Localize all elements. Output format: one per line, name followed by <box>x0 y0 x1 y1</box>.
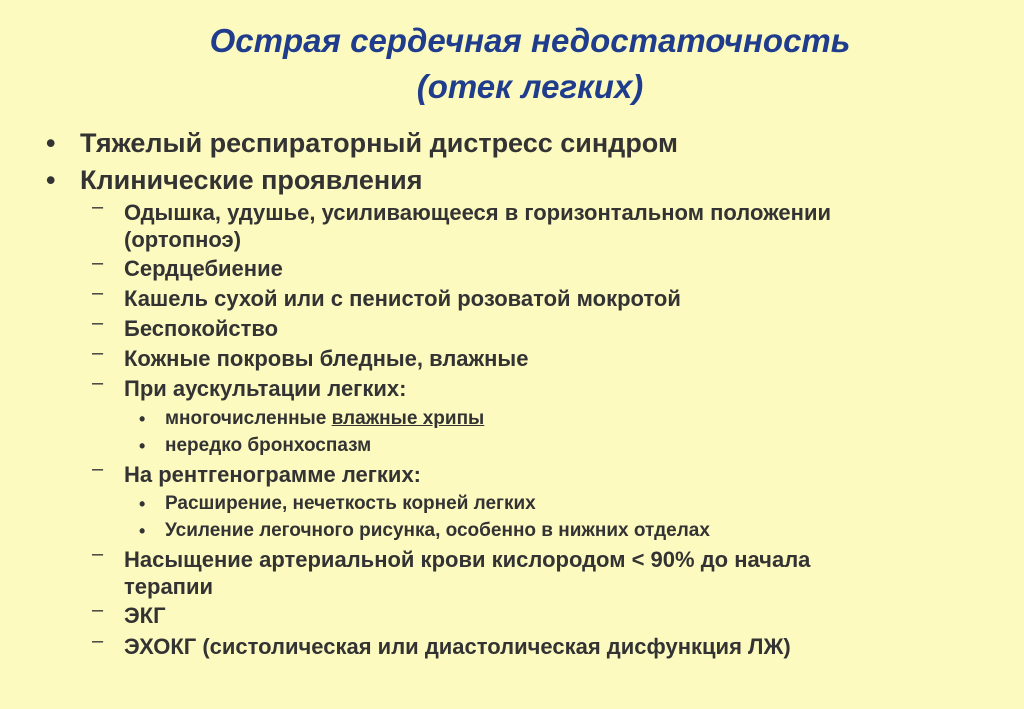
item-text: ЭКГ <box>124 603 166 628</box>
item-text: При аускультации легких: <box>124 376 407 401</box>
item-anxiety <box>92 312 984 342</box>
dash-marker: – <box>92 630 104 652</box>
dot-marker: • <box>139 521 146 541</box>
item-cough <box>92 282 984 312</box>
item-text: На рентгенограмме легких: <box>124 462 422 487</box>
item-text: Насыщение артериальной крови кислородом < 90% до начала <box>124 547 811 572</box>
bullet-clinical-manifestations <box>46 164 423 196</box>
bullet-respiratory-distress <box>46 127 678 159</box>
item-dyspnea <box>92 196 984 253</box>
sub-item-text: многочисленные <box>165 408 332 429</box>
sub-item-roots <box>139 492 536 516</box>
slide-title <box>120 18 940 110</box>
bullet-text: Клинические проявления <box>80 165 423 195</box>
item-xray <box>92 458 984 488</box>
item-text-cont: (ортопноэ) <box>124 227 242 252</box>
dash-marker: – <box>92 599 104 621</box>
dash-marker: – <box>92 372 104 394</box>
sub-item-text: Расширение, нечеткость корней легких <box>165 493 536 514</box>
dash-marker: – <box>92 342 104 364</box>
item-text: Одышка, удушье, усиливающееся в горизонтальном положении <box>124 200 831 225</box>
sub-item-bronchospasm <box>139 434 372 458</box>
dash-marker: – <box>92 252 104 274</box>
dot-marker: • <box>139 494 146 514</box>
item-palpitation <box>92 252 984 282</box>
dash-marker: – <box>92 543 104 565</box>
item-ecg <box>92 599 984 629</box>
dash-marker: – <box>92 196 104 218</box>
item-text: Кожные покровы бледные, влажные <box>124 346 529 371</box>
dash-marker: – <box>92 312 104 334</box>
dot-marker: • <box>139 436 146 456</box>
bullet-marker: • <box>46 165 56 195</box>
item-saturation <box>92 543 984 600</box>
bullet-marker: • <box>46 128 56 158</box>
item-text: Беспокойство <box>124 316 279 341</box>
item-text: Сердцебиение <box>124 256 283 281</box>
sub-item-text: нередко бронхоспазм <box>165 435 372 456</box>
title-line-1: Острая сердечная недостаточность <box>209 22 851 59</box>
sub-item-rales <box>139 407 485 431</box>
dash-marker: – <box>92 282 104 304</box>
bullet-text: Тяжелый респираторный дистресс синдром <box>80 128 678 158</box>
item-text-cont: терапии <box>124 574 214 599</box>
item-auscultation <box>92 372 984 402</box>
dot-marker: • <box>139 409 146 429</box>
sub-item-pattern <box>139 519 710 543</box>
item-text: Кашель сухой или с пенистой розоватой мокротой <box>124 286 681 311</box>
dash-marker: – <box>92 458 104 480</box>
sub-item-text: Усиление легочного рисунка, особенно в нижних отделах <box>165 520 710 541</box>
item-skin <box>92 342 984 372</box>
rales-link[interactable]: влажные хрипы <box>331 408 485 429</box>
item-echo <box>92 630 984 660</box>
item-text: ЭХОКГ (систолическая или диастолическая дисфункция ЛЖ) <box>124 634 791 659</box>
title-line-2: (отек легких) <box>416 68 644 105</box>
